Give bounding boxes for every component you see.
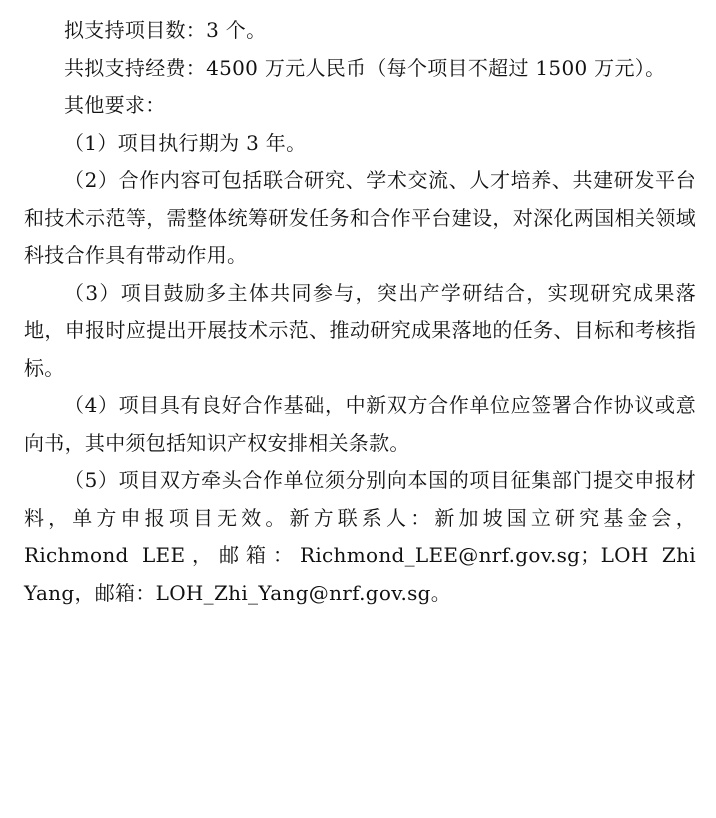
paragraph-requirement-1: （1）项目执行期为 3 年。 <box>64 130 307 155</box>
paragraph-requirement-2: （2）合作内容可包括联合研究、学术交流、人才培养、共建研发平台和技术示范等，需整体统筹研发任务和合作平台建设，对深化两国相关领域科技合作具有带动作用。 <box>24 168 696 267</box>
paragraph-requirement-3: （3）项目鼓励多主体共同参与，突出产学研结合，实现研究成果落地，申报时应提出开展技术示范、推动研究成果落地的任务、目标和考核指标。 <box>24 280 696 380</box>
paragraph-funding: 共拟支持经费：4500 万元人民币（每个项目不超过 1500 万元）。 <box>64 55 666 80</box>
paragraph-requirement-5: （5）项目双方牵头合作单位须分别向本国的项目征集部门提交申报材料，单方申报项目无效。新方联系人：新加坡国立研究基金会，Richmond LEE，邮箱：Richmond_LEE@nrf.gov.sg；LOH Zhi Yang，邮箱：LOH_Zhi_Yang@nrf.gov.sg。 <box>24 468 696 605</box>
paragraph-project-count: 拟支持项目数：3 个。 <box>64 18 267 42</box>
paragraph-requirement-4: （4）项目具有良好合作基础，中新双方合作单位应签署合作协议或意向书，其中须包括知识产权安排相关条款。 <box>24 393 696 455</box>
document-page <box>0 12 716 818</box>
paragraph-other-requirements-heading: 其他要求： <box>64 93 166 117</box>
